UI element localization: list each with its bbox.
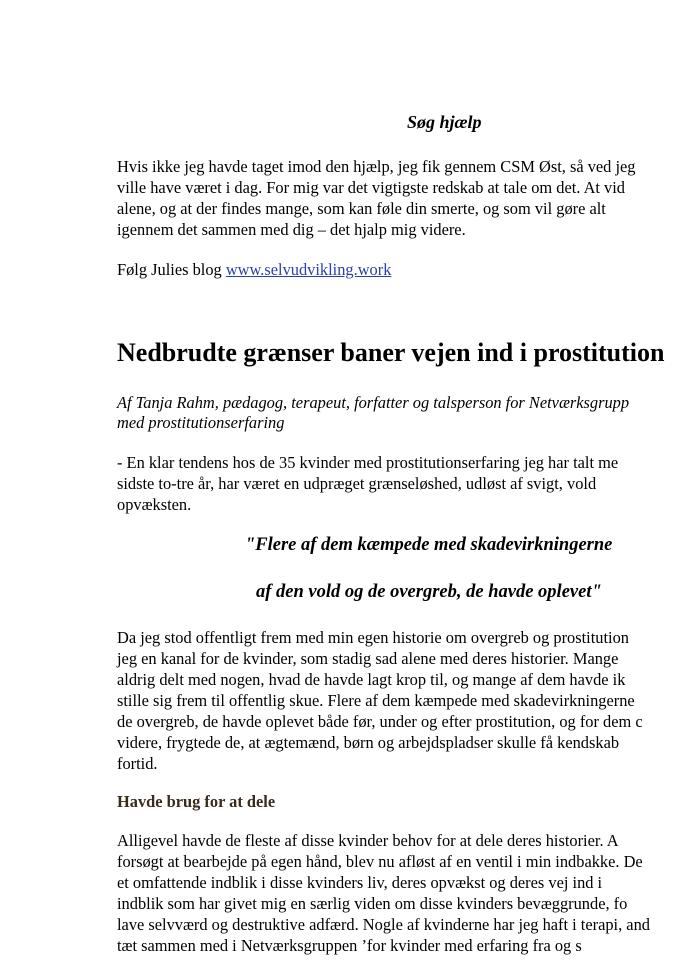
body2-line: lave selvværd og destruktive adfærd. Nogle af kvinderne har jeg haft i terapi, and — [117, 915, 650, 934]
body-line: de overgreb, de havde oplevet både før, under og efter prostitution, og for dem c — [117, 712, 643, 731]
body2-line: indblik som har givet mig en særlig viden om disse kvinders bevæggrunde, fo — [117, 894, 628, 913]
pull-quote-line-2: af den vold og de overgreb, de havde oplevet" — [256, 582, 602, 602]
body2-line: forsøgt at bearbejde på egen hånd, blev nu afløst af en ventil i min indbakke. De — [117, 852, 643, 871]
intro-line: sidste to-tre år, har været en udpræget grænseløshed, udløst af svigt, vold — [117, 474, 597, 493]
blog-line — [117, 260, 391, 280]
body-line: Da jeg stod offentligt frem med min egen historie om overgreb og prostitution — [117, 628, 629, 647]
body-line: fortid. — [117, 754, 158, 773]
body2-line: et omfattende indblik i disse kvinders liv, deres opvækst og deres vej ind i — [117, 873, 603, 892]
section-heading: Søg hjælp — [407, 112, 482, 132]
byline-line: med prostitutionserfaring — [117, 413, 285, 432]
blog-link[interactable]: www.selvudvikling.work — [225, 260, 392, 279]
blog-prefix: Følg Julies blog — [117, 260, 226, 279]
body-line: stille sig frem til offentlig skue. Flere af dem kæmpede med skadevirkningerne — [117, 691, 635, 710]
subheading: Havde brug for at dele — [117, 792, 276, 811]
paragraph-line: alene, og at der findes mange, som kan føle din smerte, og som vil gøre alt — [117, 199, 606, 218]
body-line: videre, frygtede de, at ægtemænd, børn og arbejdspladser skulle få kendskab — [117, 733, 620, 752]
body2-line: tæt sammen med i Netværksgruppen ’for kvinder med erfaring fra og s — [117, 936, 582, 955]
body2-line: Alligevel havde de fleste af disse kvinder behov for at dele deres historier. A — [117, 831, 619, 850]
body-line: aldrig delt med nogen, hvad de havde lagt krop til, og mange af dem havde ik — [117, 670, 626, 689]
paragraph-line: ville have været i dag. For mig var det vigtigste redskab at tale om det. At vid — [117, 178, 625, 197]
byline-line: Af Tanja Rahm, pædagog, terapeut, forfatter og talsperson for Netværksgrupp — [117, 393, 630, 412]
article-title: Nedbrudte grænser baner vejen ind i prostitution — [117, 338, 665, 367]
paragraph-line: igennem det sammen med dig – det hjalp mig videre. — [117, 220, 466, 239]
intro-line: opvæksten. — [117, 495, 192, 514]
body-line: jeg en kanal for de kvinder, som stadig sad alene med deres historier. Mange — [117, 649, 619, 668]
paragraph-line: Hvis ikke jeg havde taget imod den hjælp, jeg fik gennem CSM Øst, så ved jeg — [117, 157, 636, 176]
pull-quote-line-1: "Flere af dem kæmpede med skadevirkningerne — [245, 535, 613, 555]
intro-line: - En klar tendens hos de 35 kvinder med prostitutionserfaring jeg har talt me — [117, 453, 619, 472]
